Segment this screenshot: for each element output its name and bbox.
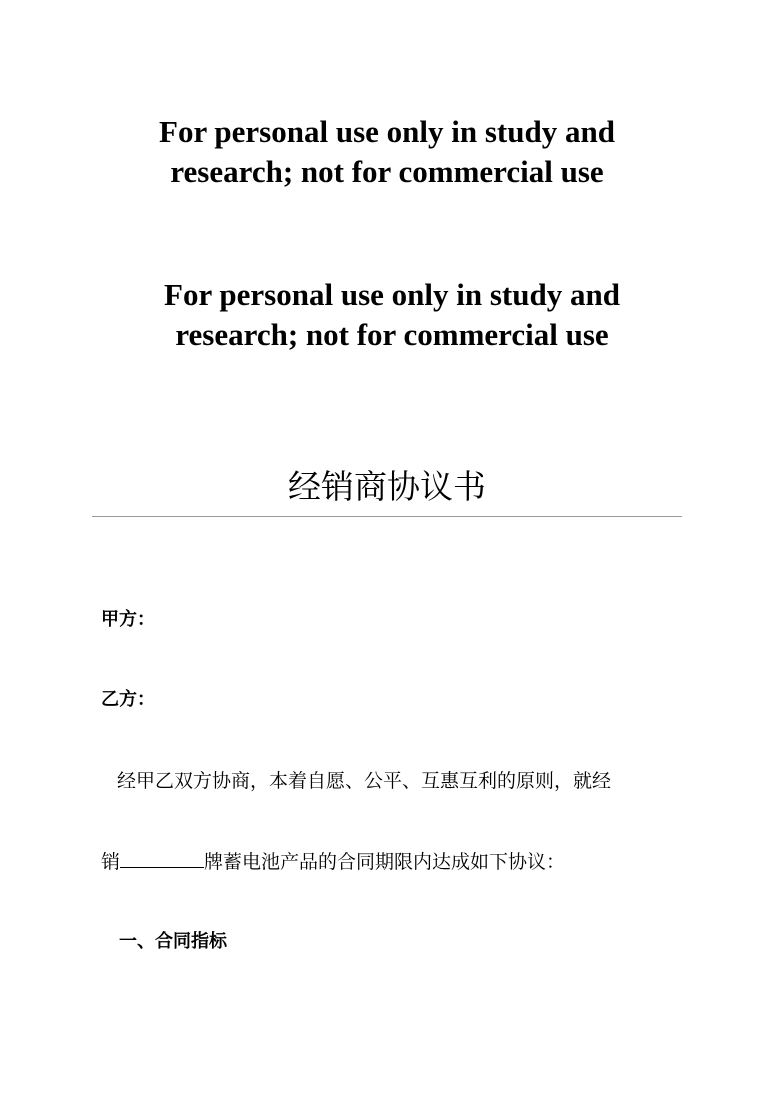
intro-line-2-suffix: 牌蓄电池产品的合同期限内达成如下协议： <box>204 851 566 873</box>
usage-notice-2-line-1: For personal use only in study and <box>164 277 620 312</box>
usage-notice-1-line-2: research; not for commercial use <box>170 154 604 189</box>
usage-notice-1 <box>60 112 714 192</box>
brand-blank-underline <box>120 847 204 868</box>
party-a-label: 甲方： <box>101 609 155 630</box>
usage-notice-2 <box>65 275 719 355</box>
title-divider <box>92 516 682 517</box>
section-1-heading: 一、合同指标 <box>119 931 227 952</box>
usage-notice-2-line-2: research; not for commercial use <box>175 317 609 352</box>
intro-paragraph-line-2 <box>101 847 565 876</box>
party-b-label: 乙方： <box>101 689 155 710</box>
intro-line-2-prefix: 销 <box>101 851 121 873</box>
usage-notice-1-line-1: For personal use only in study and <box>159 114 615 149</box>
intro-paragraph-line-1: 经甲乙双方协商，本着自愿、公平、互惠互利的原则，就经 <box>117 770 612 792</box>
document-title: 经销商协议书 <box>288 467 486 506</box>
